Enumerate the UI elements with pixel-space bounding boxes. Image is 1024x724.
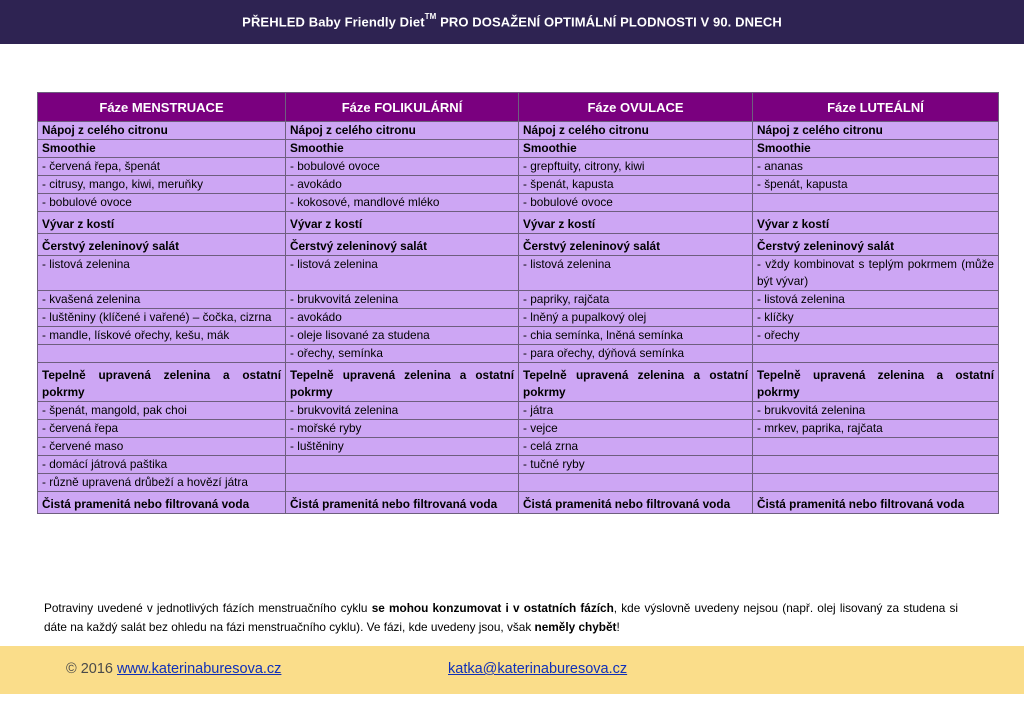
table-cell: - luštěniny [286,438,519,456]
table-cell: Smoothie [519,140,753,158]
table-cell: - špenát, kapusta [519,176,753,194]
table-cell: Nápoj z celého citronu [38,122,286,140]
column-header-ovulation: Fáze OVULACE [519,93,753,122]
table-section-row [38,363,999,402]
table-cell: - brukvovitá zelenina [286,291,519,309]
table-cell: Vývar z kostí [519,212,753,234]
table-row [38,438,999,456]
table-cell: - červená řepa, špenát [38,158,286,176]
table-cell: - listová zelenina [286,256,519,291]
table-row [38,474,999,492]
table-cell: - domácí játrová paštika [38,456,286,474]
table-cell: - celá zrna [519,438,753,456]
table-cell: - vejce [519,420,753,438]
table-cell: - klíčky [753,309,999,327]
table-row [38,256,999,291]
table-cell: - listová zelenina [519,256,753,291]
column-header-follicular: Fáze FOLIKULÁRNÍ [286,93,519,122]
table-row [38,345,999,363]
footnote-bold-2: neměly chybět [534,620,617,634]
table-cell: - červené maso [38,438,286,456]
table-cell [753,345,999,363]
table-cell: - bobulové ovoce [286,158,519,176]
table-cell [38,345,286,363]
table-cell [286,456,519,474]
table-cell: - vždy kombinovat s teplým pokrmem (může být vývar) [753,256,999,291]
table-cell: Čistá pramenitá nebo filtrovaná voda [519,492,753,514]
table-cell: - para ořechy, dýňová semínka [519,345,753,363]
table-cell: - špenát, mangold, pak choi [38,402,286,420]
table-section-row [38,234,999,256]
table-cell [753,438,999,456]
table-cell: - játra [519,402,753,420]
table-cell: Vývar z kostí [38,212,286,234]
table-cell: - kvašená zelenina [38,291,286,309]
table-cell: - kokosové, mandlové mléko [286,194,519,212]
table-row [38,402,999,420]
table-cell: - mrkev, paprika, rajčata [753,420,999,438]
table-cell: Čistá pramenitá nebo filtrovaná voda [753,492,999,514]
table-cell: - mořské ryby [286,420,519,438]
table-cell: Tepelně upravená zelenina a ostatní pokrmy [286,363,519,402]
phase-diet-table [37,92,999,514]
table-header-row [38,93,999,122]
table-row [38,176,999,194]
table-cell: - brukvovitá zelenina [286,402,519,420]
email-link[interactable]: katka@katerinaburesova.cz [448,661,628,677]
table-cell: - listová zelenina [38,256,286,291]
table-cell: Tepelně upravená zelenina a ostatní pokrmy [753,363,999,402]
page-footer [0,646,1024,694]
table-row [38,158,999,176]
table-cell: - špenát, kapusta [753,176,999,194]
table-section-row [38,212,999,234]
table-row [38,420,999,438]
table-cell: Nápoj z celého citronu [286,122,519,140]
table-section-row [38,140,999,158]
table-cell: - červená řepa [38,420,286,438]
table-section-row [38,492,999,514]
table-cell: Čerstvý zeleninový salát [753,234,999,256]
table-cell: - luštěniny (klíčené i vařené) – čočka, cizrna [38,309,286,327]
table-cell [286,474,519,492]
table-cell: - chia semínka, lněná semínka [519,327,753,345]
footer-copyright: © 2016 www.katerinaburesova.cz [66,661,282,677]
table-cell: Vývar z kostí [753,212,999,234]
website-link[interactable]: www.katerinaburesova.cz [117,661,282,677]
table-row [38,309,999,327]
column-header-luteal: Fáze LUTEÁLNÍ [753,93,999,122]
table-cell: Čerstvý zeleninový salát [519,234,753,256]
table-row [38,456,999,474]
table-cell: - bobulové ovoce [38,194,286,212]
table-cell: - mandle, lískové ořechy, kešu, mák [38,327,286,345]
table-cell: - brukvovitá zelenina [753,402,999,420]
table-cell: Smoothie [286,140,519,158]
table-row [38,327,999,345]
table-cell: - bobulové ovoce [519,194,753,212]
table-cell [753,474,999,492]
table-cell: - různě upravená drůbeží a hovězí játra [38,474,286,492]
table-cell: - avokádo [286,309,519,327]
table-section-row [38,122,999,140]
table-cell: Čistá pramenitá nebo filtrovaná voda [286,492,519,514]
table-row [38,291,999,309]
column-header-menstruation: Fáze MENSTRUACE [38,93,286,122]
table-cell: Nápoj z celého citronu [753,122,999,140]
table-cell: - grepftuity, citrony, kiwi [519,158,753,176]
footnote-paragraph: Potraviny uvedené v jednotlivých fázích menstruačního cyklu se mohou konzumovat i v ostatních fázích, kde výslovně uvedeny nejsou (např. olej lisovaný za studena si dáte na každý salát bez ohledu na fázi menstruačního cyklu). Ve fázi, kde uvedeny jsou, však neměly chybět! [44,601,958,634]
table-cell: - ořechy [753,327,999,345]
table-cell: - avokádo [286,176,519,194]
table-cell: - citrusy, mango, kiwi, meruňky [38,176,286,194]
table-cell: - tučné ryby [519,456,753,474]
table-cell: - papriky, rajčata [519,291,753,309]
table-cell: - ořechy, semínka [286,345,519,363]
table-cell: Vývar z kostí [286,212,519,234]
trademark-mark: TM [424,12,437,22]
page-header [0,0,1024,44]
table-cell [753,456,999,474]
table-cell [519,474,753,492]
table-cell: - listová zelenina [753,291,999,309]
table-cell: Smoothie [753,140,999,158]
table-cell: Čistá pramenitá nebo filtrovaná voda [38,492,286,514]
footnote-bold-1: se mohou konzumovat i v ostatních fázích [371,601,614,615]
table-cell: Smoothie [38,140,286,158]
table-row [38,194,999,212]
table-cell: Nápoj z celého citronu [519,122,753,140]
header-title: PŘEHLED Baby Friendly Diet™ PRO DOSAŽENÍ OPTIMÁLNÍ PLODNOSTI V 90. DNECH [242,12,782,30]
table-cell: Čerstvý zeleninový salát [286,234,519,256]
table-cell [753,194,999,212]
table-cell: - oleje lisované za studena [286,327,519,345]
table-cell: Tepelně upravená zelenina a ostatní pokrmy [519,363,753,402]
table-cell: - lněný a pupalkový olej [519,309,753,327]
table-cell: Tepelně upravená zelenina a ostatní pokrmy [38,363,286,402]
table-cell: - ananas [753,158,999,176]
table-cell: Čerstvý zeleninový salát [38,234,286,256]
